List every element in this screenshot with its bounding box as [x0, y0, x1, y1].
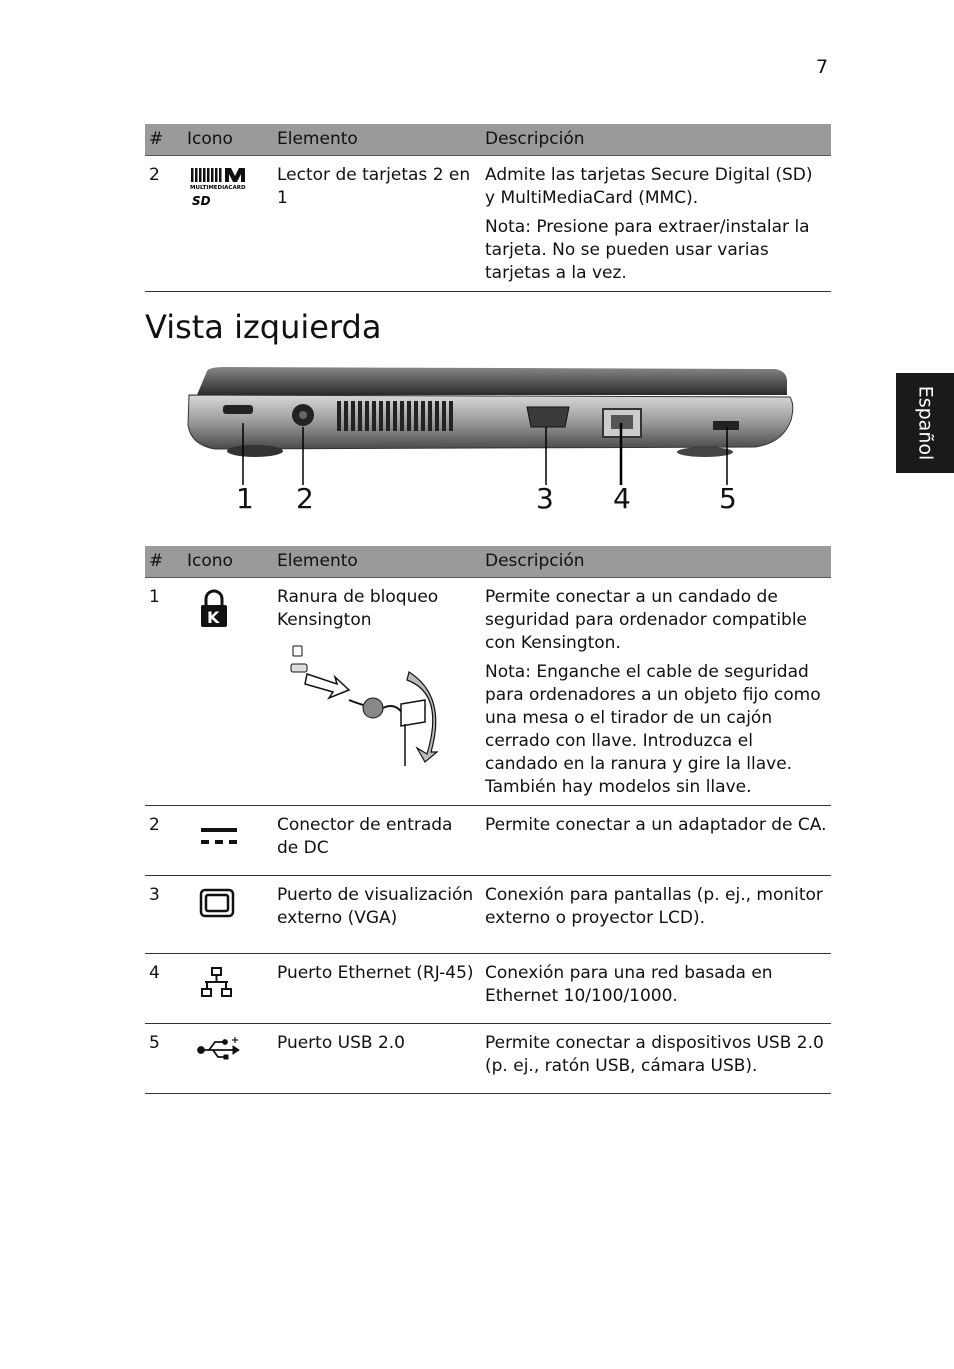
header-element: Elemento — [273, 124, 481, 156]
row-description: Conexión para una red basada en Ethernet 10/100/1000. — [481, 954, 831, 1024]
callout-2: 2 — [296, 482, 314, 515]
table-row — [145, 156, 831, 292]
row-num: 2 — [145, 806, 183, 876]
usb-icon — [187, 1032, 247, 1068]
svg-text:SD: SD — [192, 194, 211, 208]
callout-5: 5 — [719, 482, 737, 515]
table-header-row — [145, 546, 831, 578]
row-element: Puerto USB 2.0 — [273, 1024, 481, 1094]
row-icon-cell — [183, 578, 273, 806]
row-num: 5 — [145, 1024, 183, 1094]
callout-1: 1 — [236, 482, 254, 515]
row-num: 3 — [145, 876, 183, 954]
note-text: Presione para extraer/instalar la tarjeta. No se pueden usar varias tarjetas a la vez. — [485, 217, 810, 283]
note-text: Enganche el cable de seguridad para ordenadores a un objeto fijo como una mesa o el tirador de un cajón cerrado con llave. Introduzca el candado en la ranura y gire la llave. También hay modelos sin llave. — [485, 662, 821, 797]
dc-in-icon — [187, 814, 247, 854]
svg-text:MULTIMEDIACARD: MULTIMEDIACARD — [190, 185, 246, 191]
row-description: Permite conectar a un adaptador de CA. — [481, 806, 831, 876]
card-reader-icon — [187, 164, 253, 208]
svg-text:K: K — [207, 608, 220, 627]
ethernet-icon — [187, 962, 247, 1002]
language-tab-label: Español — [914, 385, 936, 461]
ports-table — [145, 546, 831, 1094]
table-header-row — [145, 124, 831, 156]
row-element: Conector de entrada de DC — [273, 806, 481, 876]
note-label: Nota: — [485, 217, 531, 237]
card-reader-table — [145, 124, 831, 292]
row-note — [485, 216, 827, 285]
table-row — [145, 806, 831, 876]
row-element: Ranura de bloqueo Kensington — [277, 587, 439, 630]
header-description: Descripción — [481, 124, 831, 156]
header-icon: Icono — [183, 546, 273, 578]
row-icon-cell — [183, 954, 273, 1024]
table-row — [145, 876, 831, 954]
page-number: 7 — [816, 56, 829, 78]
row-description-cell — [481, 156, 831, 292]
table-row — [145, 1024, 831, 1094]
row-icon-cell — [183, 876, 273, 954]
callout-3: 3 — [536, 482, 554, 515]
lock-cable-illustration — [277, 644, 452, 766]
row-description-cell — [481, 578, 831, 806]
table-row — [145, 578, 831, 806]
row-num: 4 — [145, 954, 183, 1024]
row-num: 1 — [145, 578, 183, 806]
header-element: Elemento — [273, 546, 481, 578]
row-note — [485, 661, 827, 799]
laptop-left-side-illustration — [185, 365, 795, 510]
callout-4: 4 — [613, 482, 631, 515]
table-row — [145, 954, 831, 1024]
header-num: # — [145, 546, 183, 578]
row-element-cell — [273, 578, 481, 806]
section-title: Vista izquierda — [145, 308, 382, 346]
row-icon-cell — [183, 156, 273, 292]
row-description: Admite las tarjetas Secure Digital (SD) y MultiMediaCard (MMC). — [485, 165, 813, 208]
row-description: Permite conectar a dispositivos USB 2.0 (p. ej., ratón USB, cámara USB). — [481, 1024, 831, 1094]
row-num: 2 — [145, 156, 183, 292]
row-element: Puerto de visualización externo (VGA) — [273, 876, 481, 954]
header-description: Descripción — [481, 546, 831, 578]
row-element: Puerto Ethernet (RJ-45) — [273, 954, 481, 1024]
row-description: Permite conectar a un candado de seguridad para ordenador compatible con Kensington. — [485, 587, 808, 653]
row-icon-cell — [183, 1024, 273, 1094]
note-label: Nota: — [485, 662, 531, 682]
kensington-lock-icon — [187, 588, 247, 632]
header-num: # — [145, 124, 183, 156]
header-icon: Icono — [183, 124, 273, 156]
row-description: Conexión para pantallas (p. ej., monitor externo o proyector LCD). — [481, 876, 831, 954]
vga-port-icon — [187, 884, 247, 920]
row-icon-cell — [183, 806, 273, 876]
language-tab — [896, 373, 954, 473]
row-element: Lector de tarjetas 2 en 1 — [273, 156, 481, 292]
